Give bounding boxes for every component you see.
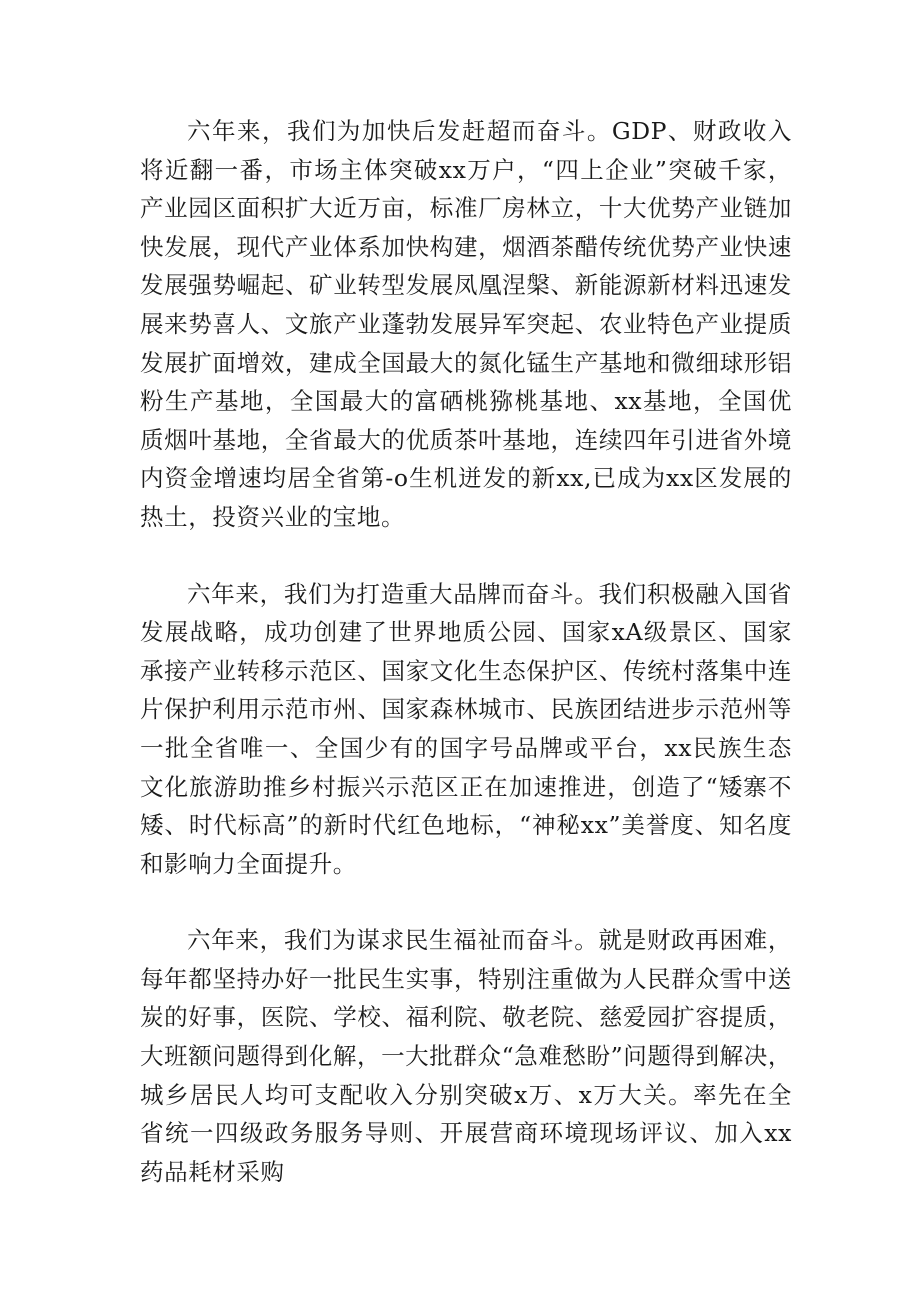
document-body — [140, 112, 792, 1191]
paragraph-people-welfare: 六年来，我们为谋求民生福祉而奋斗。就是财政再困难，每年都坚持办好一批民生实事，特别注重做为人民群众雪中送炭的好事，医院、学校、福利院、敬老院、慈爱园扩容提质，大班额问题得到化解，一大批群众“急难愁盼”问题得到解决，城乡居民人均可支配收入分别突破x万、x万大关。率先在全省统一四级政务服务导则、开展营商环境现场评议、加入xx药品耗材采购 — [140, 926, 792, 1186]
paragraph-economic-growth: 六年来，我们为加快后发赶超而奋斗。GDP、财政收入将近翻一番，市场主体突破xx万户，“四上企业”突破千家，产业园区面积扩大近万亩，标准厂房林立，十大优势产业链加快发展，现代产业体系加快构建，烟酒茶醋传统优势产业快速发展强势崛起、矿业转型发展凤凰涅槃、新能源新材料迅速发展来势喜人、文旅产业蓬勃发展异军突起、农业特色产业提质发展扩面增效，建成全国最大的氮化锰生产基地和微细球形铝粉生产基地，全国最大的富硒桃猕桃基地、xx基地，全国优质烟叶基地，全省最大的优质茶叶基地，连续四年引进省外境内资金增速均居全省第-o生机迸发的新xx,已成为xx区发展的热土，投资兴业的宝地。 — [140, 117, 792, 531]
paragraph-major-brands: 六年来，我们为打造重大品牌而奋斗。我们积极融入国省发展战略，成功创建了世界地质公园、国家xA级景区、国家承接产业转移示范区、国家文化生态保护区、传统村落集中连片保护利用示范市州、国家森林城市、民族团结进步示范州等一批全省唯一、全国少有的国字号品牌或平台，xx民族生态文化旅游助推乡村振兴示范区正在加速推进，创造了“矮寨不矮、时代标高”的新时代红色地标，“神秘xx”美誉度、知名度和影响力全面提升。 — [140, 579, 792, 878]
